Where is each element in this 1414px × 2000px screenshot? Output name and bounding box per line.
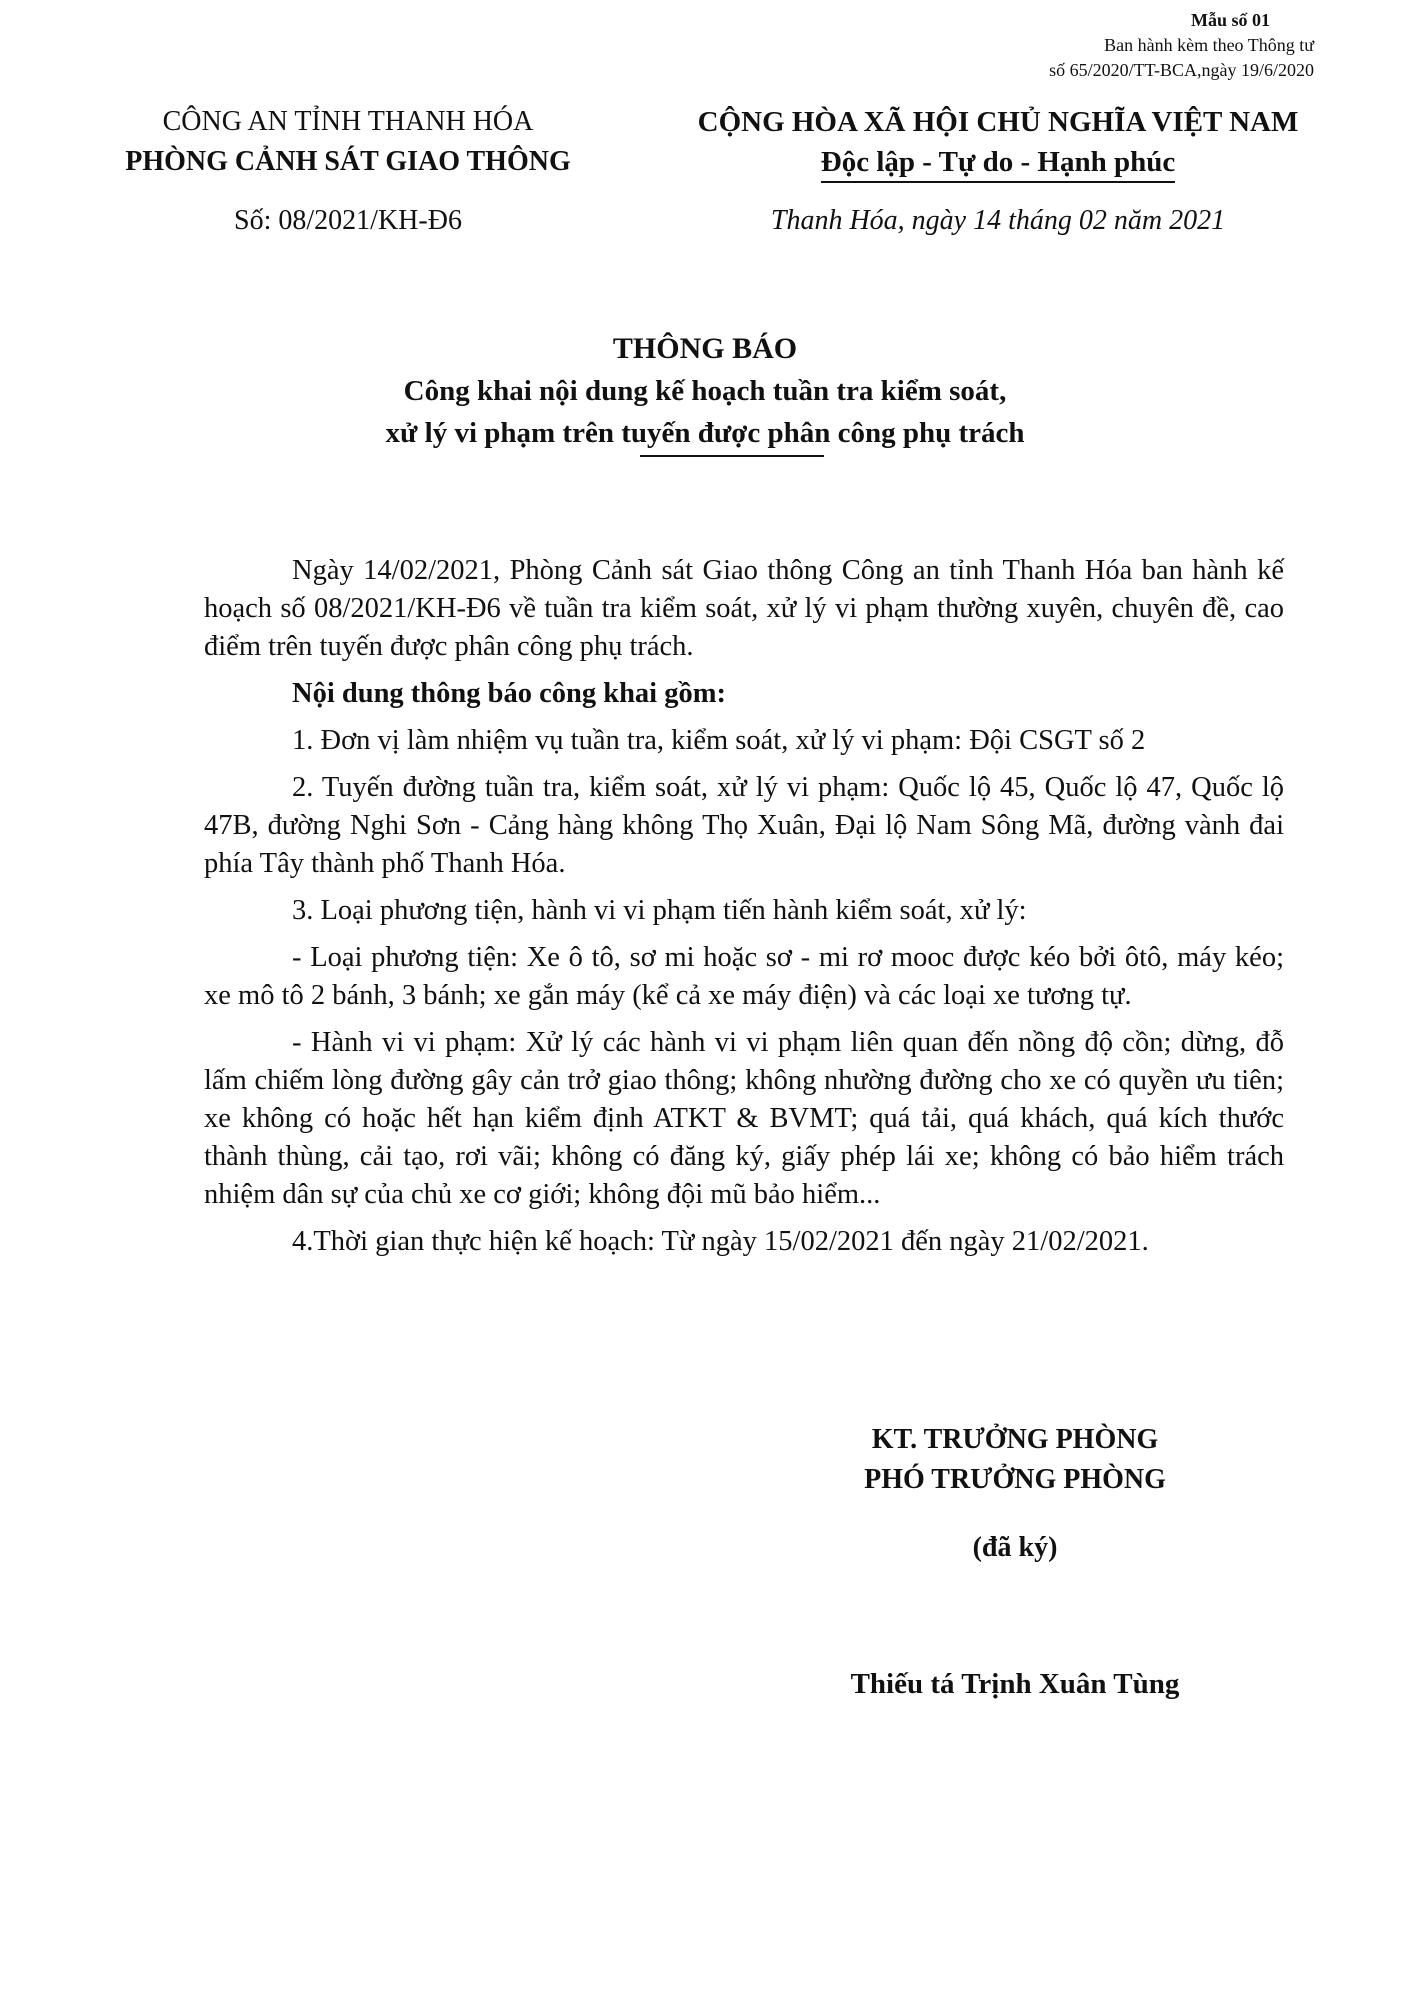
form-number: Mẫu số 01 bbox=[1190, 10, 1270, 30]
form-issued-with: Ban hành kèm theo Thông tư bbox=[1104, 35, 1314, 55]
agency-name: PHÒNG CẢNH SÁT GIAO THÔNG bbox=[125, 146, 571, 177]
agency-header bbox=[118, 102, 578, 182]
signer-name: Thiếu tá Trịnh Xuân Tùng bbox=[850, 1668, 1180, 1700]
item-3-vehicle-types: - Loại phương tiện: Xe ô tô, sơ mi hoặc sơ - mi rơ mooc được kéo bởi ôtô, máy kéo; xe mô tô 2 bánh, 3 bánh; xe gắn máy (kể cả xe máy điện) và các loại xe tương tự. bbox=[204, 942, 1284, 1011]
national-motto: Độc lập - Tự do - Hạnh phúc bbox=[821, 143, 1176, 183]
document-title-block bbox=[140, 328, 1270, 454]
intro-paragraph: Ngày 14/02/2021, Phòng Cảnh sát Giao thông Công an tỉnh Thanh Hóa ban hành kế hoạch số 08/2021/KH-Đ6 về tuần tra kiểm soát, xử lý vi phạm thường xuyên, chuyên đề, cao điểm trên tuyến được phân công phụ trách. bbox=[204, 555, 1284, 662]
item-1-unit: 1. Đơn vị làm nhiệm vụ tuần tra, kiểm soát, xử lý vi phạm: Đội CSGT số 2 bbox=[292, 725, 1146, 756]
item-2-routes: 2. Tuyến đường tuần tra, kiểm soát, xử lý vi phạm: Quốc lộ 45, Quốc lộ 47, Quốc lộ 47B, đường Nghi Sơn - Cảng hàng không Thọ Xuân, Đại lộ Nam Sông Mã, đường vành đai phía Tây thành phố Thanh Hóa. bbox=[204, 772, 1284, 879]
form-circular: số 65/2020/TT-BCA,ngày 19/6/2020 bbox=[1049, 60, 1314, 80]
place-and-date: Thanh Hóa, ngày 14 tháng 02 năm 2021 bbox=[770, 205, 1226, 236]
content-heading: Nội dung thông báo công khai gồm: bbox=[292, 678, 726, 709]
title-divider bbox=[640, 455, 824, 457]
document-subtitle-line-1: Công khai nội dung kế hoạch tuần tra kiểm soát, bbox=[403, 375, 1007, 407]
document-body bbox=[204, 552, 1284, 1270]
document-number: Số: 08/2021/KH-Đ6 bbox=[234, 205, 462, 236]
signature-on-behalf: KT. TRƯỞNG PHÒNG bbox=[871, 1424, 1159, 1455]
signature-position: PHÓ TRƯỞNG PHÒNG bbox=[864, 1464, 1166, 1495]
item-3-violations: - Hành vi vi phạm: Xử lý các hành vi vi phạm liên quan đến nồng độ cồn; dừng, đỗ lấm chiếm lòng đường gây cản trở giao thông; không nhường đường cho xe có quyền ưu tiên; xe không có hoặc hết hạn kiểm định ATKT & BVMT; quá tải, quá khách, quá kích thước thành thùng, cải tạo, rơi vãi; không có đăng ký, giấy phép lái xe; không có bảo hiểm trách nhiệm dân sự của chủ xe cơ giới; không đội mũ bảo hiểm... bbox=[204, 1027, 1284, 1210]
document-subtitle-line-2: xử lý vi phạm trên tuyến được phân công phụ trách bbox=[385, 417, 1025, 449]
national-header bbox=[668, 102, 1328, 183]
document-title: THÔNG BÁO bbox=[612, 332, 798, 365]
country-name: CỘNG HÒA XÃ HỘI CHỦ NGHĨA VIỆT NAM bbox=[697, 106, 1299, 138]
signature-block bbox=[800, 1420, 1230, 1704]
item-3-scope: 3. Loại phương tiện, hành vi vi phạm tiến hành kiểm soát, xử lý: bbox=[292, 895, 1027, 926]
item-4-time-period: 4.Thời gian thực hiện kế hoạch: Từ ngày 15/02/2021 đến ngày 21/02/2021. bbox=[292, 1226, 1149, 1257]
agency-parent: CÔNG AN TỈNH THANH HÓA bbox=[162, 106, 534, 137]
signed-note: (đã ký) bbox=[972, 1532, 1058, 1563]
form-reference bbox=[894, 8, 1314, 83]
